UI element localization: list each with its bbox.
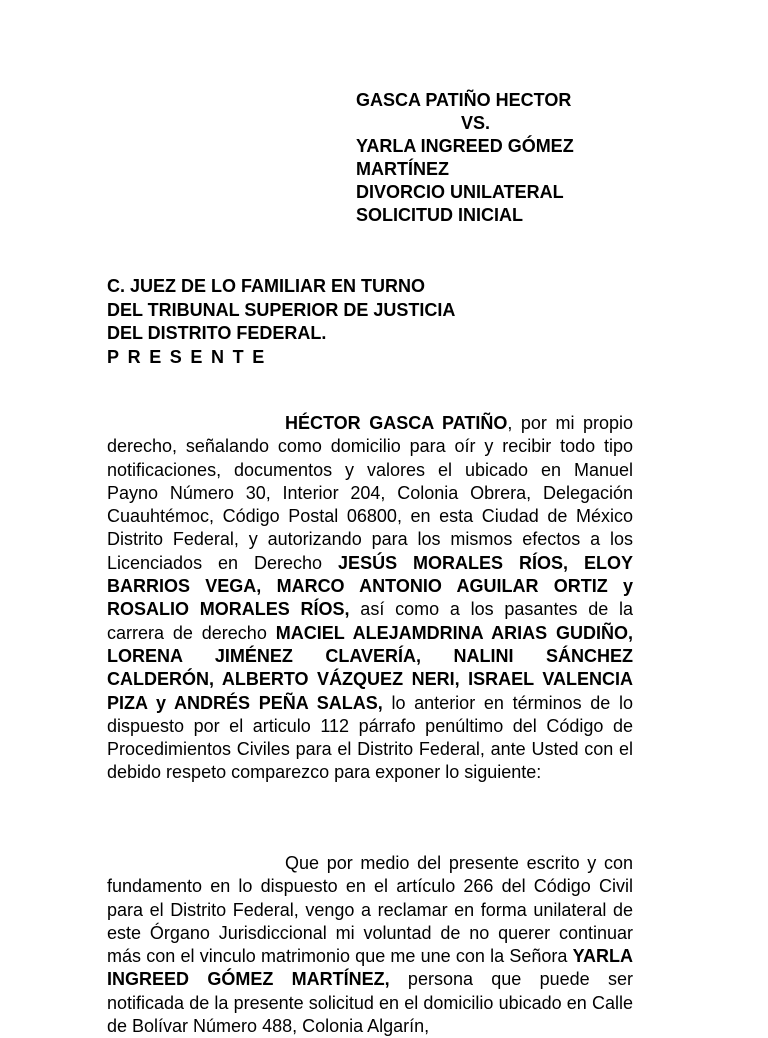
paragraph1-text-1: , por mi propio derecho, señalando como domicilio para oír y recibir todo tipo notificaciones, documentos y valores el ubicado en Manuel Payno Número 30, Interior 204, Colonia Obrera, Delegación Cuauhtémoc, Código Postal 06800, en esta Ciudad de México Distrito Federal, y autorizando para los mismos efectos a los Licenciados en Derecho xyxy=(107,413,633,573)
addressee-line3: DEL DISTRITO FEDERAL. xyxy=(107,323,327,343)
petitioner-name: HÉCTOR GASCA PATIÑO xyxy=(285,413,508,433)
defendant-name-line1: YARLA INGREED GÓMEZ xyxy=(356,136,574,156)
filing-type: SOLICITUD INICIAL xyxy=(356,205,523,225)
addressee-presente: PRESENTE xyxy=(107,346,273,367)
case-caption xyxy=(356,89,656,227)
addressee-line2: DEL TRIBUNAL SUPERIOR DE JUSTICIA xyxy=(107,299,456,320)
body-paragraph-2 xyxy=(107,852,633,1038)
paragraph1-text-3: lo anterior en términos de lo dispuesto por el articulo 112 párrafo penúltimo del Código de Procedimientos Civiles para el Distrito Federal, ante Usted con el debido respeto comparezco para exponer lo siguiente: xyxy=(107,692,633,783)
authorized-lawyers: JESÚS MORALES RÍOS, ELOY BARRIOS VEGA, MARCO ANTONIO AGUILAR ORTIZ y ROSALIO MORALES RÍOS, xyxy=(107,552,634,620)
addressee-block xyxy=(107,275,507,369)
addressee-line1: C. JUEZ DE LO FAMILIAR EN TURNO xyxy=(107,276,426,296)
plaintiff-name: GASCA PATIÑO HECTOR xyxy=(356,90,572,110)
defendant-name-line2: MARTÍNEZ xyxy=(356,159,449,179)
paragraph1-text-2: así como a los pasantes de la carrera de derecho xyxy=(107,599,634,643)
versus-label: VS. xyxy=(461,113,491,133)
authorized-interns: MACIEL ALEJAMDRINA ARIAS GUDIÑO, LORENA JIMÉNEZ CLAVERÍA, NALINI SÁNCHEZ CALDERÓN, ALBERTO VÁZQUEZ NERI, ISRAEL VALENCIA PIZA y ANDRÉS PEÑA SALAS, xyxy=(107,622,633,713)
body-paragraph-1 xyxy=(107,412,633,785)
paragraph2-text-2: persona que puede ser notificada de la presente solicitud en el domicilio ubicado en Calle de Bolívar Número 488, Colonia Algarín, xyxy=(107,969,633,1037)
respondent-name: YARLA INGREED GÓMEZ MARTÍNEZ, xyxy=(107,946,633,990)
paragraph2-text-1: Que por medio del presente escrito y con fundamento en lo dispuesto en el artículo 266 del Código Civil para el Distrito Federal, vengo a reclamar en forma unilateral de este Órgano Jurisdiccional mi voluntad de no querer continuar más con el vinculo matrimonio que me une con la Señora xyxy=(107,853,633,967)
case-type: DIVORCIO UNILATERAL xyxy=(356,182,564,202)
